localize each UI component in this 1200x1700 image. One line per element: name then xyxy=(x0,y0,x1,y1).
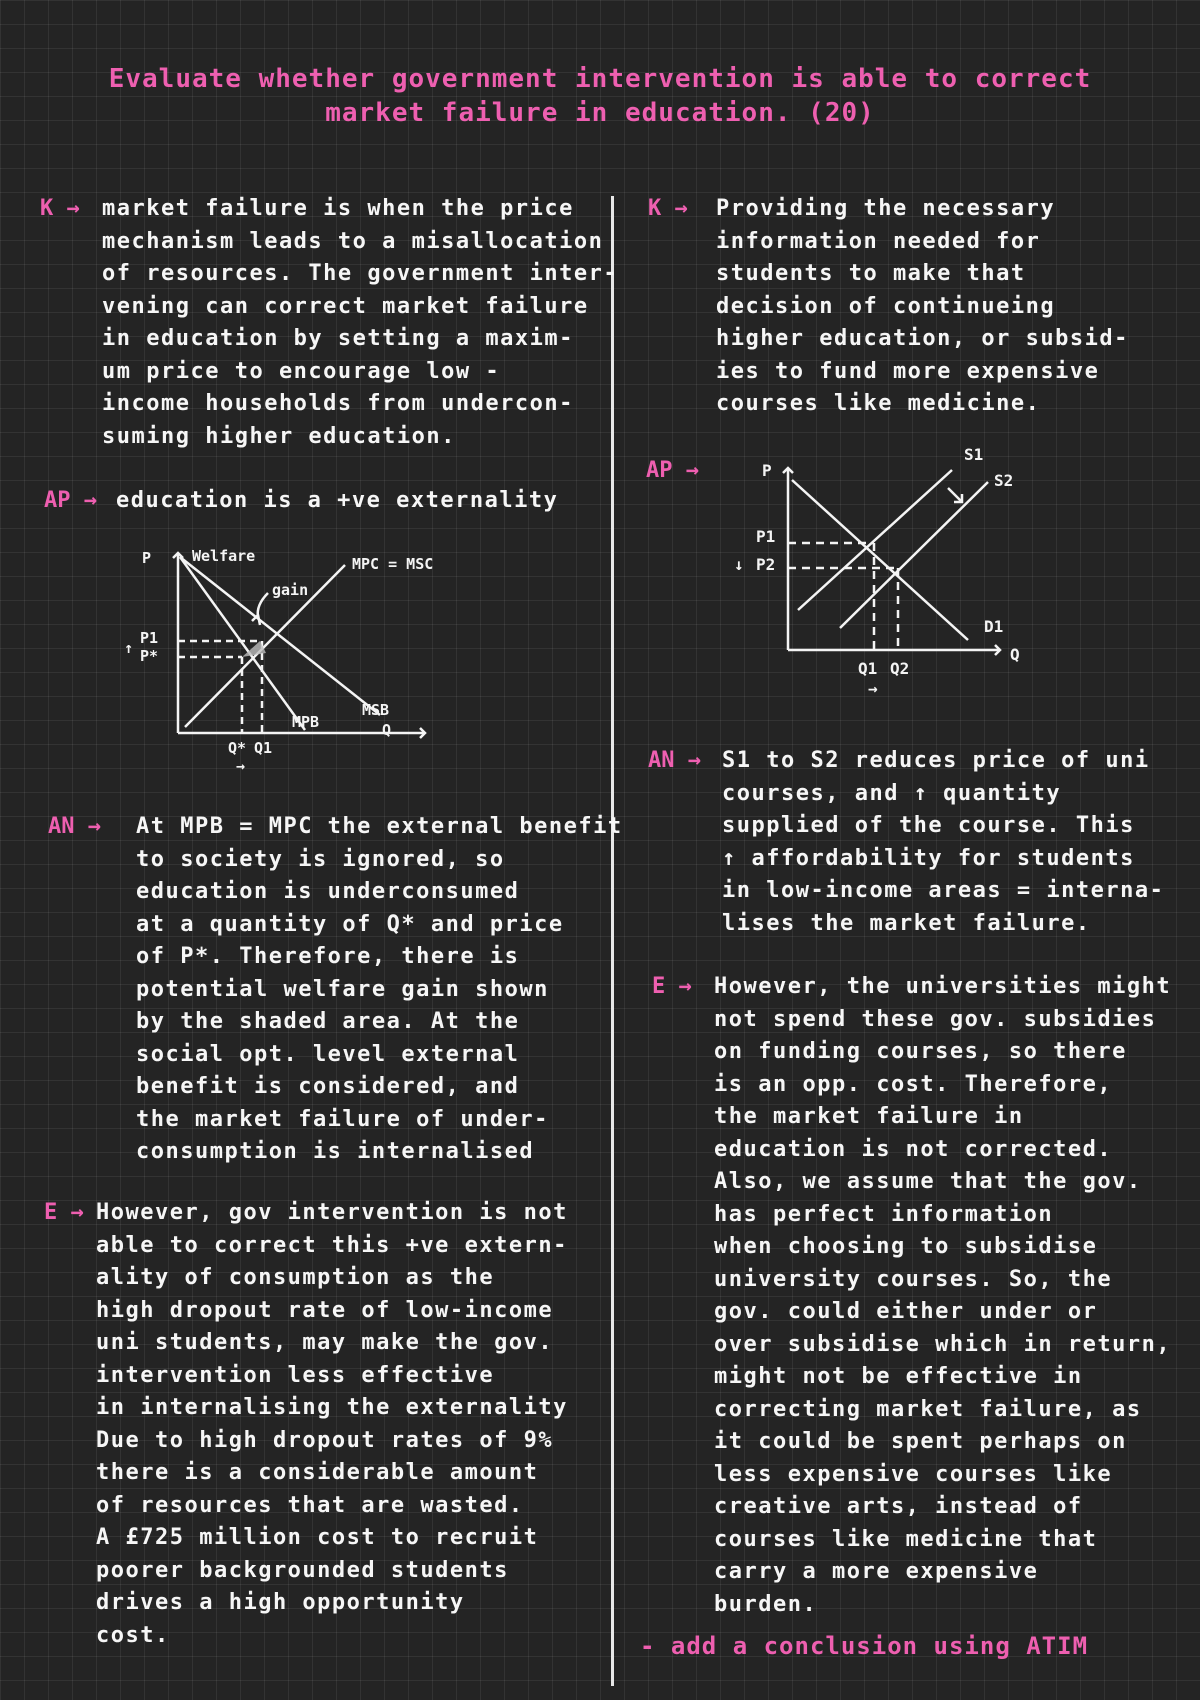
text-line: not spend these gov. subsidies xyxy=(714,1006,1157,1032)
text-line: students to make that xyxy=(716,261,1026,286)
text-line: at a quantity of Q* and price xyxy=(136,911,564,937)
left-axis-q: Q xyxy=(382,721,392,739)
p2-label: P2 xyxy=(756,555,776,574)
left-evaluation-paragraph xyxy=(96,1197,568,1652)
text-line: mechanism leads to a misallocation xyxy=(102,228,604,254)
text-line: in low-income areas = interna- xyxy=(722,878,1165,903)
text-line: courses like medicine. xyxy=(716,391,1041,416)
text-line: in internalising the externality xyxy=(96,1395,568,1420)
left-axis-p: P xyxy=(142,549,152,567)
text-line: um price to encourage low - xyxy=(102,358,501,384)
left-e-tag: E → xyxy=(44,1200,84,1225)
left-an-tag: AN → xyxy=(48,814,101,839)
text-line: on funding courses, so there xyxy=(714,1039,1127,1064)
text-line: over subsidise which in return, xyxy=(714,1331,1172,1357)
text-line: intervention less effective xyxy=(96,1362,495,1388)
text-line: able to correct this +ve extern- xyxy=(96,1232,568,1258)
text-line: uni students, may make the gov. xyxy=(96,1330,554,1355)
text-line: ies to fund more expensive xyxy=(716,358,1100,384)
text-line: Due to high dropout rates of 9% xyxy=(96,1427,554,1453)
up-arrow-p: ↑ xyxy=(124,639,134,657)
left-ap-tag: AP → xyxy=(44,488,97,513)
title-line-2: market failure in education. (20) xyxy=(325,98,875,128)
text-line: when choosing to subsidise xyxy=(714,1234,1098,1259)
text-line: is an opp. cost. Therefore, xyxy=(714,1071,1113,1097)
q1-label: Q1 xyxy=(254,739,273,757)
mpb-label: MPB xyxy=(292,713,320,731)
conclusion-note: - add a conclusion using ATIM xyxy=(640,1632,1089,1660)
text-line: information needed for xyxy=(716,228,1041,254)
msb-label: MSB xyxy=(362,701,390,719)
text-line: courses like medicine that xyxy=(714,1526,1098,1552)
text-line: gov. could either under or xyxy=(714,1299,1098,1324)
pstar-label: P* xyxy=(140,647,159,665)
text-line: poorer backgrounded students xyxy=(96,1557,509,1583)
text-line: of resources that are wasted. xyxy=(96,1492,524,1518)
text-line: the market failure in xyxy=(714,1104,1024,1129)
text-line: benefit is considered, and xyxy=(136,1074,520,1099)
left-knowledge-paragraph xyxy=(102,193,618,453)
text-line: higher education, or subsid- xyxy=(716,326,1129,351)
qstar-label: Q* xyxy=(228,739,247,757)
text-line: decision of continueing xyxy=(716,293,1056,319)
p1-label: P1 xyxy=(140,629,159,647)
text-line: less expensive courses like xyxy=(714,1461,1113,1487)
subsidy-diagram xyxy=(730,440,1050,700)
mpc-msc-label: MPC = MSC xyxy=(352,555,434,573)
text-line: cost. xyxy=(96,1622,170,1648)
question-title xyxy=(0,62,1200,130)
text-line: it could be spent perhaps on xyxy=(714,1429,1127,1454)
text-line: potential welfare gain shown xyxy=(136,976,549,1002)
right-evaluation-paragraph xyxy=(714,971,1171,1621)
text-line: lises the market failure. xyxy=(722,910,1091,936)
left-k-tag: K → xyxy=(40,196,80,221)
text-line: vening can correct market failure xyxy=(102,293,589,319)
text-line: market failure is when the price xyxy=(102,196,574,221)
text-line: of resources. The government inter- xyxy=(102,261,619,286)
text-line: to society is ignored, so xyxy=(136,846,505,872)
text-line: education is underconsumed xyxy=(136,879,520,904)
text-line: Also, we assume that the gov. xyxy=(714,1169,1142,1194)
text-line: ↑ affordability for students xyxy=(722,845,1135,871)
right-knowledge-paragraph xyxy=(716,193,1129,421)
text-line: A £725 million cost to recruit xyxy=(96,1525,539,1550)
welfare-label: Welfare xyxy=(192,547,256,565)
right-q-shift-arrow: → xyxy=(868,679,878,698)
text-line: the market failure of under- xyxy=(136,1106,549,1132)
text-line: creative arts, instead of xyxy=(714,1494,1083,1519)
text-line: education is not corrected. xyxy=(714,1136,1113,1162)
text-line: of P*. Therefore, there is xyxy=(136,944,520,969)
text-line: suming higher education. xyxy=(102,423,456,449)
right-axis-q: Q xyxy=(1010,645,1020,664)
right-ap-tag: AP → xyxy=(646,458,699,483)
text-line: However, gov intervention is not xyxy=(96,1200,568,1225)
text-line: might not be effective in xyxy=(714,1364,1083,1389)
right-e-tag: E → xyxy=(652,974,692,999)
text-line: burden. xyxy=(714,1591,818,1617)
q2-label: Q2 xyxy=(890,659,910,678)
text-line: S1 to S2 reduces price of uni xyxy=(722,748,1150,773)
left-ap-text xyxy=(116,485,558,518)
text-line: there is a considerable amount xyxy=(96,1460,539,1485)
text-line: ality of consumption as the xyxy=(96,1265,495,1290)
text-line: supplied of the course. This xyxy=(722,813,1135,838)
text-line: drives a high opportunity xyxy=(96,1590,465,1615)
s2-label: S2 xyxy=(994,471,1014,490)
text-line: by the shaded area. At the xyxy=(136,1009,520,1034)
right-axis-p: P xyxy=(762,461,772,480)
right-k-tag: K → xyxy=(648,196,688,221)
text-line: However, the universities might xyxy=(714,974,1172,999)
right-p1-label: P1 xyxy=(756,527,776,546)
title-line-1: Evaluate whether government intervention is able to correct xyxy=(108,64,1092,94)
text-line: consumption is internalised xyxy=(136,1139,535,1164)
text-line: Providing the necessary xyxy=(716,196,1056,221)
left-ap-line: education is a +ve externality xyxy=(116,488,559,513)
externality-diagram xyxy=(120,535,460,775)
s1-label: S1 xyxy=(964,445,984,464)
right-q1-label: Q1 xyxy=(858,659,878,678)
text-line: university courses. So, the xyxy=(714,1266,1113,1292)
text-line: high dropout rate of low-income xyxy=(96,1297,554,1323)
left-analysis-paragraph xyxy=(136,811,623,1169)
text-line: has perfect information xyxy=(714,1201,1054,1227)
right-an-tag: AN → xyxy=(648,748,701,773)
text-line: correcting market failure, as xyxy=(714,1396,1142,1422)
text-line: At MPB = MPC the external benefit xyxy=(136,814,623,839)
text-line: income households from undercon- xyxy=(102,391,574,416)
d1-label: D1 xyxy=(984,617,1004,636)
text-line: courses, and ↑ quantity xyxy=(722,780,1062,806)
q-shift-arrow: → xyxy=(236,757,246,775)
gain-label: gain xyxy=(272,581,309,599)
right-analysis-paragraph xyxy=(722,745,1164,940)
text-line: carry a more expensive xyxy=(714,1559,1039,1584)
down-arrow-p: ↓ xyxy=(734,555,744,574)
text-line: in education by setting a maxim- xyxy=(102,326,574,351)
text-line: social opt. level external xyxy=(136,1041,520,1067)
